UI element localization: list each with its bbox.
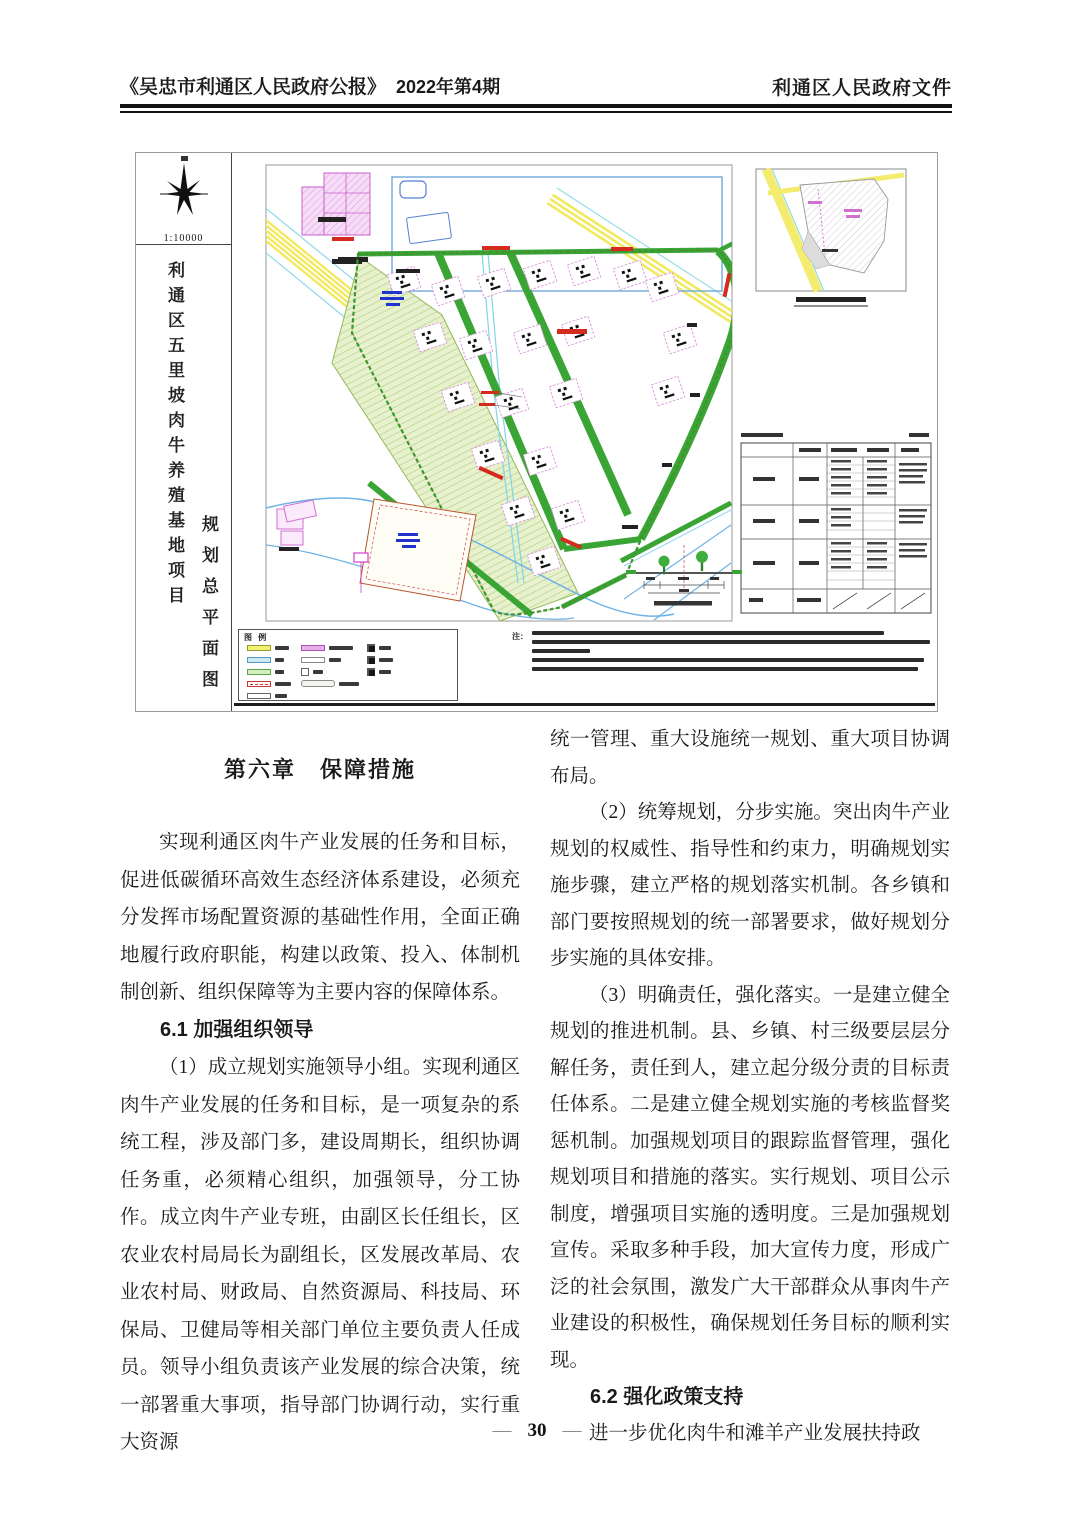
legend-swatch xyxy=(247,681,271,687)
scale-label: 1:10000 xyxy=(163,233,204,244)
page-number: 30 xyxy=(527,1420,547,1441)
notes xyxy=(512,631,932,693)
legend-label xyxy=(275,682,291,686)
legend-symbol-icon xyxy=(367,644,375,652)
legend-swatch xyxy=(247,693,271,699)
legend-label xyxy=(379,670,391,674)
drawing-title-vertical: 规划总平面图 xyxy=(199,515,218,701)
note-smudge-line xyxy=(532,631,884,635)
inset-location-map xyxy=(756,169,906,306)
issue-label: 2022年第4期 xyxy=(396,77,501,97)
page-footer xyxy=(0,1420,1074,1442)
legend-swatch xyxy=(301,645,325,651)
paragraph: （3）明确责任，强化落实。一是建立健全规划的推进机制。县、乡镇、村三级要层层分解任务，责任到人，建立起分级分责的目标责任体系。二是建立健全规划实施的考核监督奖惩机制。加强规划项目的跟踪监督管理，强化规划项目和措施的落实。实行规划、项目公示制度，增强项目实施的透明度。三是加强规划宣传。采取多种手段，加大宣传力度，形成广泛的社会氛围，激发广大干部群众从事肉牛产业建设的积极性，确保规划任务目标的顺利实现。 xyxy=(550,984,950,1371)
legend-label xyxy=(329,646,353,650)
legend-swatch xyxy=(247,645,271,651)
legend-symbol-icon xyxy=(367,668,375,676)
project-title-vertical: 利通区五里坡肉牛养殖基地项目 xyxy=(165,261,184,611)
legend-swatch xyxy=(301,668,309,676)
legend-swatch xyxy=(301,657,325,663)
legend-label xyxy=(329,658,341,662)
legend-item xyxy=(247,656,291,663)
paragraph: （2）统筹规划，分步实施。突出肉牛产业规划的权威性、指导性和约束力，明确规划实施步骤，建立严格的规划落实机制。各乡镇和部门要按照规划的统一部署要求，做好规划分步实施的具体安排。 xyxy=(550,802,950,969)
legend-swatch xyxy=(247,657,271,663)
note-smudge-line xyxy=(532,667,918,671)
legend xyxy=(238,629,458,701)
legend-item xyxy=(367,656,393,663)
legend-label xyxy=(339,682,359,686)
legend-item xyxy=(301,680,359,687)
note-smudge-line xyxy=(532,649,590,653)
paragraph: 进一步优化肉牛和滩羊产业发展扶持政 xyxy=(589,1422,921,1444)
gazette-title: 《吴忠市利通区人民政府公报》 xyxy=(120,77,387,98)
header-rule xyxy=(120,104,952,114)
notes-label: 注： xyxy=(512,632,528,641)
legend-item xyxy=(247,692,291,699)
section-heading: 6.2 强化政策支持 xyxy=(590,1386,744,1408)
section-heading: 6.1 加强组织领导 xyxy=(160,1018,314,1041)
paragraph: 实现利通区肉牛产业发展的任务和目标，促进低碳循环高效生态经济体系建设，必须充分发挥市场配置资源的基础性作用，全面正确地履行政府职能，构建以政策、投入、体制机制创新、组织保障等为主要内容的保障体系。 xyxy=(120,832,520,1003)
page-header xyxy=(120,72,952,102)
doc-type-label: 利通区人民政府文件 xyxy=(771,78,952,99)
paragraph: 统一管理、重大设施统一规划、重大项目协调布局。 xyxy=(550,729,950,787)
legend-item xyxy=(247,680,291,687)
figure-title-panel xyxy=(136,153,232,711)
legend-item xyxy=(367,644,393,651)
legend-title: 图 例 xyxy=(244,633,269,642)
legend-label xyxy=(275,670,284,674)
footer-dash: — xyxy=(562,1420,582,1441)
footer-dash: — xyxy=(492,1420,512,1441)
legend-item xyxy=(301,656,359,663)
note-smudge-line xyxy=(532,640,930,644)
content-right-column xyxy=(550,722,950,1452)
legend-label xyxy=(275,694,287,698)
legend-symbol-icon xyxy=(367,656,375,664)
compass-cell xyxy=(136,153,231,245)
legend-swatch xyxy=(247,669,271,675)
legend-label xyxy=(379,658,393,662)
content-left-column xyxy=(120,750,520,1462)
drawing-sheet xyxy=(232,153,939,711)
legend-label xyxy=(379,646,391,650)
note-smudge-line xyxy=(532,658,924,662)
legend-item xyxy=(301,644,359,651)
legend-label xyxy=(275,646,289,650)
legend-item xyxy=(367,668,393,675)
legend-column xyxy=(301,644,359,687)
legend-label xyxy=(313,670,323,674)
legend-label xyxy=(275,658,284,662)
legend-column xyxy=(367,644,393,675)
planning-figure xyxy=(135,152,938,712)
legend-item xyxy=(301,668,359,675)
north-arrow-icon xyxy=(154,153,214,227)
site-plan-map xyxy=(232,153,939,711)
note-lines xyxy=(532,631,932,671)
legend-column xyxy=(247,644,291,699)
legend-item xyxy=(247,644,291,651)
land-use-table xyxy=(741,433,931,613)
chapter-heading: 第六章 保障措施 xyxy=(223,757,416,782)
legend-item xyxy=(247,668,291,675)
legend-swatch xyxy=(301,680,335,687)
paragraph: （1）成立规划实施领导小组。实现利通区肉牛产业发展的任务和目标，是一项复杂的系统工程，涉及部门多，建设周期长，组织协调任务重，必须精心组织，加强领导，分工协作。成立肉牛产业专班，由副区长任组长，区农业农村局局长为副组长，区发展改革局、农业农村局、财政局、自然资源局、科技局、环保局、卫健局等相关部门单位主要负责人任成员。领导小组负责该产业发展的综合决策，统一部署重大事项，指导部门协调行动，实行重大资源 xyxy=(120,1057,520,1453)
